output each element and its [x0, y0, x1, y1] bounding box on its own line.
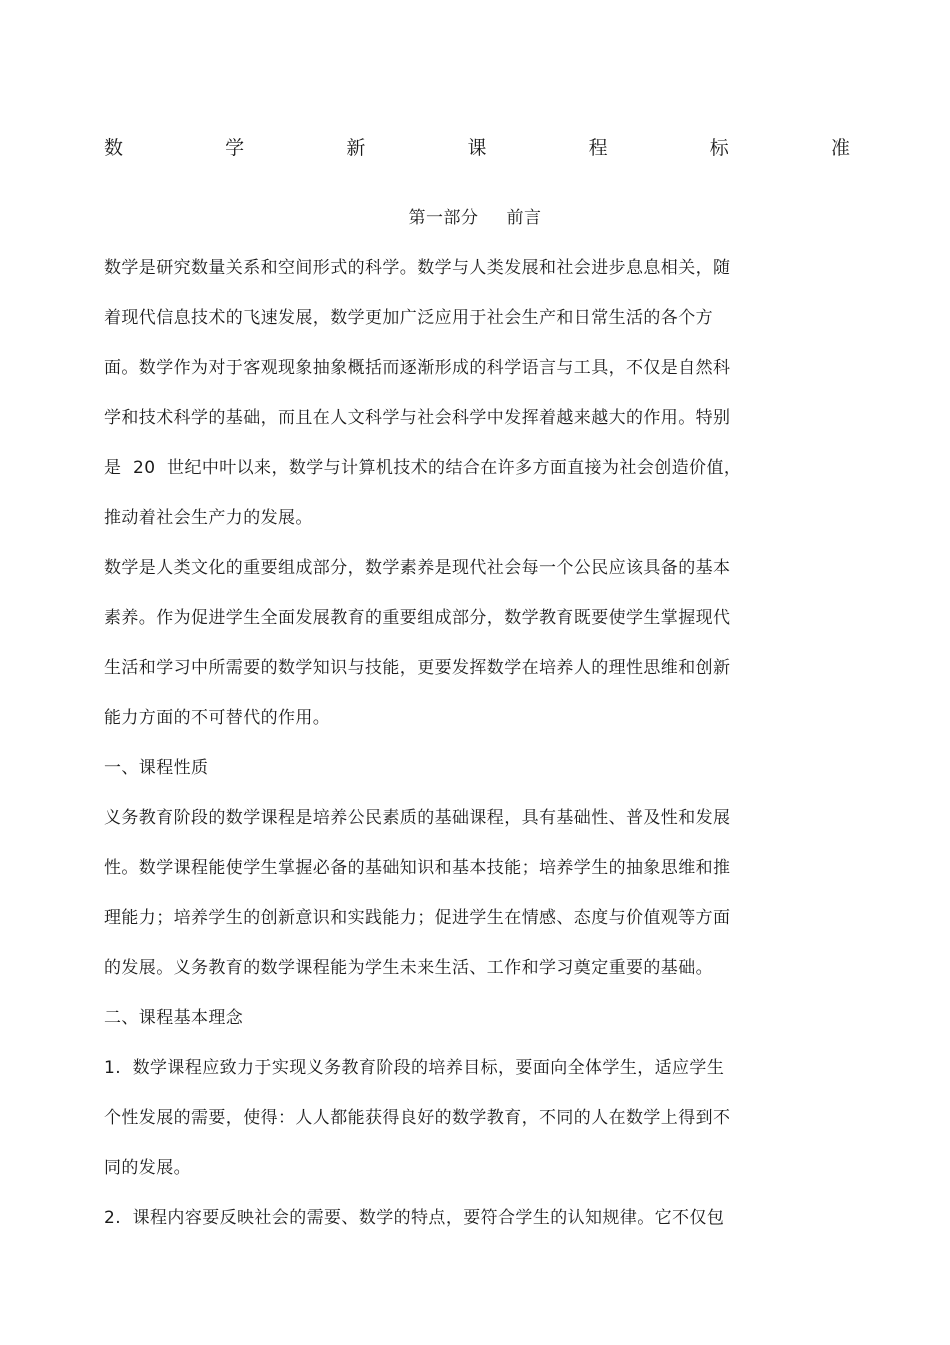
section-heading: [0, 203, 950, 233]
text-line: 生活和学习中所需要的数学知识与技能，更要发挥数学在培养人的理性思维和创新: [104, 658, 731, 678]
section-heading-concepts: 二、课程基本理念: [104, 1008, 244, 1028]
part-label: 第一部分: [408, 208, 479, 228]
text-line: 义务教育阶段的数学课程是培养公民素质的基础课程，具有基础性、普及性和发展: [104, 808, 731, 828]
text-line: 理能力；培养学生的创新意识和实践能力；促进学生在情感、态度与价值观等方面: [104, 908, 731, 928]
text-line: 素养。作为促进学生全面发展教育的重要组成部分，数学教育既要使学生掌握现代: [104, 608, 731, 628]
text-line: 个性发展的需要，使得：人人都能获得良好的数学教育，不同的人在数学上得到不: [104, 1108, 731, 1128]
text-line: 是 20 世纪中叶以来，数学与计算机技术的结合在许多方面直接为社会创造价值，: [104, 458, 742, 478]
text-line: 同的发展。: [104, 1158, 191, 1178]
title-char: 学: [225, 137, 245, 159]
document-title: [104, 133, 850, 163]
text-line: 1. 数学课程应致力于实现义务教育阶段的培养目标，要面向全体学生，适应学生: [104, 1058, 725, 1078]
text-line: 数学是研究数量关系和空间形式的科学。数学与人类发展和社会进步息息相关，随: [104, 258, 731, 278]
title-char: 新: [346, 137, 366, 159]
part-title: 前言: [506, 208, 542, 228]
section-heading-nature: 一、课程性质: [104, 758, 209, 778]
text-line: 能力方面的不可替代的作用。: [104, 708, 331, 728]
text-line: 数学是人类文化的重要组成部分，数学素养是现代社会每一个公民应该具备的基本: [104, 558, 731, 578]
title-char: 数: [104, 137, 124, 159]
text-line: 性。数学课程能使学生掌握必备的基础知识和基本技能；培养学生的抽象思维和推: [104, 858, 731, 878]
title-char: 准: [830, 137, 850, 159]
text-line: 2. 课程内容要反映社会的需要、数学的特点，要符合学生的认知规律。它不仅包: [104, 1208, 725, 1228]
title-char: 课: [467, 137, 487, 159]
text-line: 学和技术科学的基础，而且在人文科学与社会科学中发挥着越来越大的作用。特别: [104, 408, 731, 428]
title-char: 程: [588, 137, 608, 159]
text-line: 的发展。义务教育的数学课程能为学生未来生活、工作和学习奠定重要的基础。: [104, 958, 713, 978]
text-line: 面。数学作为对于客观现象抽象概括而逐渐形成的科学语言与工具，不仅是自然科: [104, 358, 731, 378]
title-char: 标: [709, 137, 729, 159]
text-line: 推动着社会生产力的发展。: [104, 508, 313, 528]
text-line: 着现代信息技术的飞速发展，数学更加广泛应用于社会生产和日常生活的各个方: [104, 308, 713, 328]
